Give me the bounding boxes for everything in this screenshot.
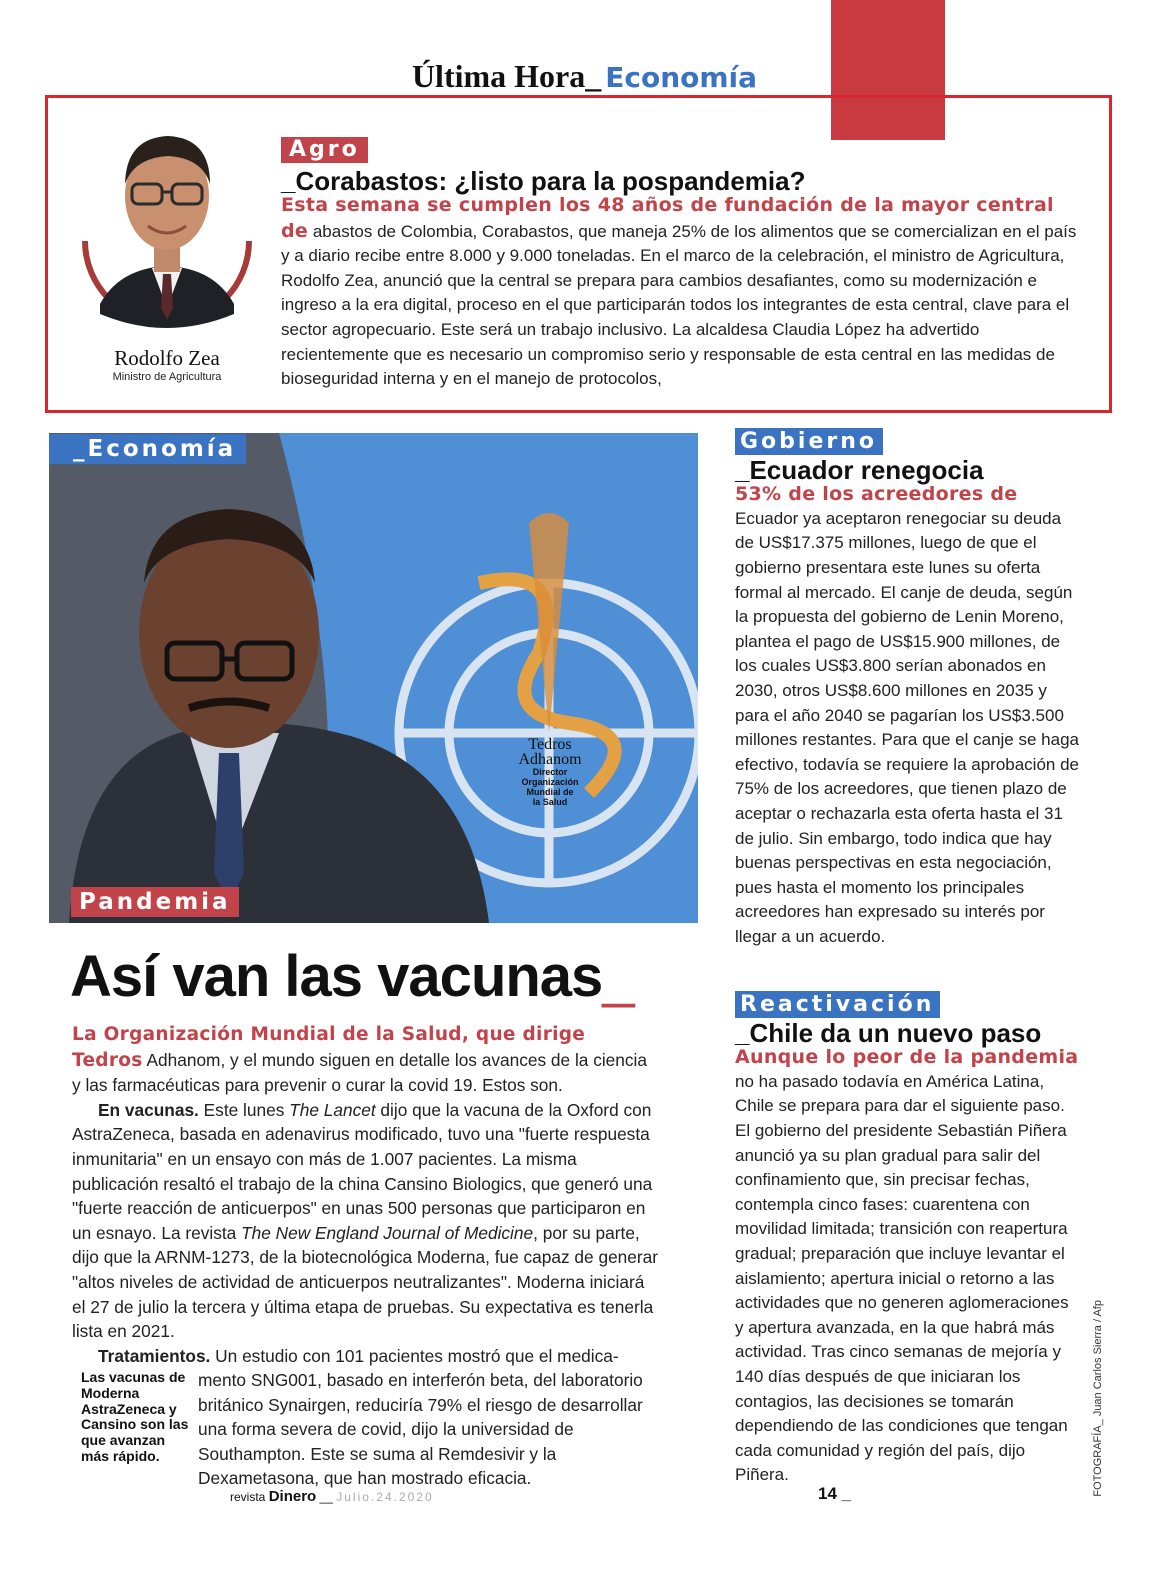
caption-role-2: Organización bbox=[521, 777, 579, 787]
agro-article bbox=[281, 193, 1081, 392]
agro-tag: Agro bbox=[281, 137, 368, 163]
pandemia-tag: Pandemia bbox=[71, 887, 239, 917]
section-header-sub: Economía bbox=[605, 61, 758, 94]
caption-role-4: la Salud bbox=[532, 797, 568, 807]
reactivacion-title: _Chile da un nuevo paso bbox=[735, 1017, 1042, 1048]
photo-section-tag: _Economía bbox=[49, 434, 246, 464]
gobierno-tag: Gobierno bbox=[735, 428, 883, 455]
rodolfo-zea-portrait bbox=[80, 108, 254, 334]
tedros-photo bbox=[49, 433, 698, 923]
caption-name-2: Adhanom bbox=[518, 751, 582, 768]
page-footer bbox=[230, 1488, 434, 1505]
section-header bbox=[0, 58, 1169, 95]
gobierno-title: _Ecuador renegocia bbox=[735, 454, 984, 485]
agro-title: _Corabastos: ¿listo para la pospandemia? bbox=[281, 166, 806, 196]
vacunas-title bbox=[70, 943, 634, 1010]
vacunas-p1-label: En vacunas. bbox=[98, 1099, 199, 1120]
vacunas-lead: La Organización Mundial de la Salud, que dirige Tedros bbox=[72, 1024, 586, 1071]
vacunas-intro: Adhanom, y el mundo siguen en detalle los avances de la ciencia y las farmacéuticas para prevenir o curar la covid 19. Estos son. bbox=[72, 1049, 647, 1096]
vacunas-title-text: Así van las vacunas bbox=[70, 944, 603, 1009]
vacunas-side-note: Las vacunas de Moderna AstraZeneca y Cansino son las que avanzan más rápido. bbox=[81, 1369, 189, 1464]
page-number bbox=[818, 1484, 851, 1504]
page-number-suffix: _ bbox=[841, 1484, 852, 1503]
caption-role-1: Director bbox=[532, 767, 568, 777]
photo-caption bbox=[506, 737, 594, 807]
caption-name-1: Tedros bbox=[528, 736, 572, 753]
page-number-value: 14 bbox=[818, 1484, 837, 1503]
reactivacion-article bbox=[735, 991, 1080, 1488]
vacunas-article bbox=[72, 1022, 660, 1368]
gobierno-lead: 53% de los acreedores de bbox=[735, 483, 1018, 506]
footer-brand: Dinero bbox=[268, 1488, 317, 1505]
reactivacion-lead: Aunque lo peor de la pandemia bbox=[735, 1046, 1079, 1069]
portrait-name: Rodolfo Zea bbox=[114, 346, 220, 370]
vacunas-article-continued: mento SNG001, basado en interferón beta, del laboratorio británico Synairgen, reduciría 79% el riesgo de desarrollar una forma severa de covid, dijo la universidad de Southampton. Este se suma al Remdesivir y la Dexametasona, que han mostrado eficacia. bbox=[198, 1370, 643, 1489]
gobierno-body: Ecuador ya aceptaron renegociar su deuda de US$17.375 millones, luego de que el gobierno presentara este lunes su oferta formal al mercado. El canje de deuda, según la propuesta del gobierno de Lenin Moreno, plantea el pago de US$15.900 millones, de los cuales US$3.800 serían abonados en 2030, otros US$8.600 millones en 2035 y para el año 2040 se pagarían los US$3.500 millones restantes. Para que el canje se haga efectivo, todavía se requiere la aprobación de 75% de los acreedores, que tienen plazo de aceptar o rechazarla esta oferta hasta el 31 de julio. Sin embargo, todo indica que hay buenas perspectivas en esta negociación, pues hasta el momento los principales acreedores han expresado su interés por llegar a un acuerdo. bbox=[735, 508, 1080, 946]
reactivacion-body: no ha pasado todavía en América Latina, Chile se prepara para dar el siguiente paso. El gobierno del presidente Sebastián Piñera anunció ya su plan gradual para salir del confinamiento que, sin precisar fechas, contempla cinco fases: cuarentena con movilidad limitada; transición con reapertura gradual; preparación que incluye levantar el aislamiento; apertura inicial o retorno a las actividades que no generen aglomeraciones y apertura avanzada, en la que habrá más actividad. Tras cinco semanas de mejoría y 140 días después de que iniciaran los contagios, las decisiones se tomarán dependiendo de las condiciones que tengan cada comunidad y región del país, dijo Piñera. bbox=[735, 1071, 1069, 1485]
gobierno-article bbox=[735, 428, 1080, 949]
vacunas-p2-label: Tratamientos. bbox=[98, 1345, 211, 1366]
vacunas-p1-c: , por su parte, dijo que la ARNM-1273, de la biotecnológica Moderna, fue capaz de generar "altos niveles de actividad de anticuerpos neutralizantes". Moderna iniciará el 27 de julio la tercera y última etapa de pruebas. Su expectativa es tenerla lista en 2021. bbox=[72, 1222, 659, 1342]
caption-role-3: Mundial de bbox=[526, 787, 574, 797]
vacunas-p1-a: Este lunes bbox=[198, 1099, 290, 1120]
reactivacion-tag: Reactivación bbox=[735, 991, 940, 1018]
footer-revista: revista bbox=[230, 1490, 266, 1504]
vacunas-p1-em1: The Lancet bbox=[289, 1099, 376, 1120]
section-header-main: Última Hora_ bbox=[411, 58, 602, 94]
portrait-role: Ministro de Agricultura bbox=[112, 371, 222, 383]
footer-date: Julio.24.2020 bbox=[336, 1490, 434, 1504]
vacunas-title-suffix: _ bbox=[602, 944, 634, 1009]
footer-sep: __ bbox=[319, 1490, 333, 1504]
vacunas-p2-a: Un estudio con 101 pacientes mostró que el medica- bbox=[210, 1345, 619, 1366]
agro-lead: Esta semana se cumplen los 48 años de fundación de la mayor central de bbox=[281, 194, 1054, 242]
vacunas-p1-b: dijo que la vacuna de la Oxford con AstraZeneca, basada en adenavirus modificado, tuvo una "fuerte respuesta inmunitaria" en un ensayo con más de 1.007 pacientes. La misma publicación resaltó el trabajo de la china Cansino Biologics, que generó una "fuerte reacción de anticuerpos" en unas 500 personas que participaron en un esnayo. La revista bbox=[72, 1099, 653, 1243]
agro-body-text: abastos de Colombia, Corabastos, que maneja 25% de los alimentos que se comercializan en el país y a diario recibe entre 8.000 y 9.000 toneladas. En el marco de la celebración, el ministro de Agricultura, Rodolfo Zea, anunció que la central se prepara para cambios desafiantes, como su modernización e ingreso a la era digital, proceso en el que participarán todos los integrantes de esta central, clave para el sector agropecuario. Este será un trabajo inclusivo. La alcaldesa Claudia López ha advertido recientemente que es necesario un compromiso serio y responsable de esta central en las medidas de bioseguridad interna y en el manejo de protocolos, bbox=[281, 221, 1077, 389]
vacunas-p1-em2: The New England Journal of Medicine bbox=[241, 1222, 534, 1243]
photo-credit: FOTOGRAFÍA_ Juan Carlos Sierra / Afp bbox=[1092, 1300, 1104, 1497]
